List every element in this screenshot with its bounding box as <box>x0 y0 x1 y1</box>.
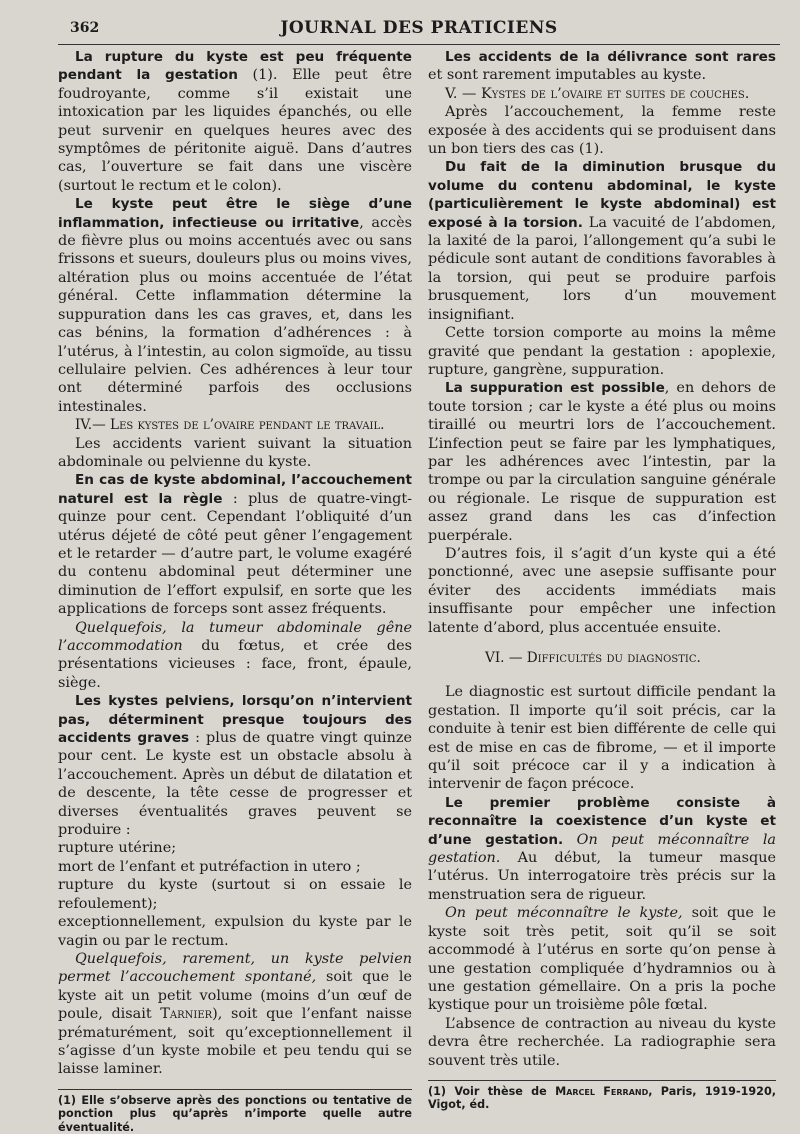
paragraph-text: soit que le kyste soit très petit, soit qu’il se soit accommodé à l’utérus en sorte qu’on pense à une gestation compliquée d’hydramnios ou à une gestation gémellaire. On a pris la poche kystique pour un troisième pôle fœtal. <box>428 905 776 1014</box>
page-header <box>58 14 780 44</box>
journal-title: JOURNAL DES PRATICIENS <box>280 18 558 38</box>
paragraph-text: La vacuité de l’abdomen, la laxité de la paroi, l’allongement qu’a subi le pédicule sont autant de conditions favorables à la torsion, qui peut se produire parfois brusquement, lors d’un mouvement insignifiant. <box>428 214 776 323</box>
paragraph <box>58 950 412 1079</box>
bold-lead: Le premier problème consiste à reconnaître la coexistence d’un kyste et d’une gestation. <box>428 794 776 848</box>
bold-lead: Du fait de la diminution brusque du volume du contenu abdominal, le kyste (particulièrement le kyste abdominal) est exposé à la torsion. <box>428 159 776 231</box>
italic-lead: Quelquefois, rarement, un kyste pelvien permet l’accouchement spontané, <box>58 950 412 986</box>
bold-lead: La suppuration est possible <box>445 380 665 397</box>
list-item: mort de l’enfant et putréfaction in utero ; <box>58 858 361 875</box>
paragraph: Les accidents varient suivant la situation abdominale ou pelvienne du kyste. <box>58 435 412 470</box>
paragraph-text: : plus de quatre-vingt-quinze pour cent. Cependant l’obliquité d’un utérus déjeté de côté peut gêner l’engagement et le retarder — d’autre part, le volume exagéré du contenu abdominal peut déterminer une diminution de l’effort expulsif, en sorte que les applications de forceps sont assez fréquents. <box>58 490 412 618</box>
italic-lead: On peut méconnaître la gestation. <box>428 831 776 867</box>
paragraph: D’autres fois, il s’agit d’un kyste qui a été ponctionné, avec une asepsie suffisante pour éviter des accidents immédiats mais insuffisante pour empêcher une infection latente d’abord, plus accentuée ensuite. <box>428 545 776 636</box>
paragraph-text: du fœtus, et crée des présentations vicieuses : face, front, épaule, siège. <box>58 638 412 691</box>
paragraph <box>58 471 412 618</box>
bold-lead: Les kystes pelviens, lorsqu’on n’intervient pas, déterminent presque toujours des accidents graves <box>58 693 412 747</box>
list-item: rupture du kyste (surtout si on essaie le refoulement); <box>58 877 412 912</box>
footnote-rule <box>428 1080 776 1081</box>
section-heading-iv <box>58 416 412 434</box>
paragraph-text: : plus de quatre vingt quinze pour cent. Le kyste est un obstacle absolu à l’accouchement. Après un début de dilatation et de descente, la tête cesse de progresser et diverses éventualités graves peuvent se produire : <box>58 730 412 839</box>
paragraph <box>58 195 412 416</box>
left-column <box>58 48 412 1134</box>
section-heading-v <box>428 85 776 103</box>
paragraph <box>58 48 412 195</box>
paragraph-text: Au début, la tumeur masque l’utérus. Un interrogatoire très précis sur la menstruation sera de rigueur. <box>428 850 776 903</box>
bold-lead: En cas de kyste abdominal, l’accouchement naturel est la règle <box>58 472 412 507</box>
section-heading-vi <box>468 649 776 667</box>
right-column <box>428 48 776 1112</box>
footnote-text: (1) Voir thèse de <box>428 1084 556 1098</box>
paragraph <box>58 619 412 693</box>
paragraph: Après l’accouchement, la femme reste exposée à des accidents qui se produisent dans un bon tiers des cas (1). <box>428 104 776 158</box>
italic-lead: On peut méconnaître le kyste, <box>445 905 683 922</box>
footnote: (1) Elle s’observe après des ponctions ou tentative de ponction plus qu’après n’importe quelle autre éventualité. <box>58 1093 412 1134</box>
paragraph-text: , en dehors de toute torsion ; car le kyste a été plus ou moins tiraillé ou meurtri lors de l’accouchement. L’infection peut se faire par les lymphatiques, par les adhérences avec l’intestin, par la trompe ou par la circulation sanguine générale ou régionale. Le risque de suppuration est assez grand dans les cas d’infection puerpérale. <box>428 380 776 544</box>
paragraph <box>58 692 412 839</box>
footnote-rule <box>58 1089 412 1090</box>
footnote-text: , Paris, 1919-1920, Vigot, éd. <box>428 1084 776 1112</box>
header-rule <box>58 44 780 45</box>
footnote <box>428 1085 776 1112</box>
paragraph-text: (1). Elle peut être foudroyante, comme s’il existait une intoxication par les liquides épanchés, ou elle peut survenir en quelques heures avec des symptômes de péritonite aiguë. Dans d’autres cas, l’ouverture se fait dans une viscère (surtout le rectum et le colon). <box>58 67 412 194</box>
paragraph <box>428 794 776 904</box>
paragraph <box>428 904 776 1014</box>
section-title: Kystes de l’ovaire et suites de couches. <box>481 85 750 102</box>
page-number: 362 <box>70 20 100 36</box>
list-item: rupture utérine; <box>58 840 177 857</box>
section-title: Les kystes de l’ovaire pendant le travail. <box>110 417 385 434</box>
list-item: exceptionnellement, expulsion du kyste par le vagin ou par le rectum. <box>58 914 412 949</box>
section-title: Difficultés du diagnostic. <box>526 650 701 666</box>
italic-lead: Quelquefois, la tumeur abdominale gêne l’accommodation <box>58 619 412 654</box>
paragraph: Le diagnostic est surtout difficile pendant la gestation. Il importe qu’il soit précis, car la conduite à tenir est bien différente de celle qui est de mise en cas de fibrome, — et il importe qu’il soit précoce car il y a indication à intervenir de façon précoce. <box>428 684 776 793</box>
author-name: Tarnier <box>160 1006 213 1023</box>
paragraph-text: et sont rarement imputables au kyste. <box>428 67 707 84</box>
bold-lead: La rupture du kyste est peu fréquente pendant la gestation <box>58 49 412 84</box>
paragraph: L’absence de contraction au niveau du kyste devra être recherchée. La radiographie sera souvent très utile. <box>428 1015 776 1069</box>
bold-lead: Les accidents de la délivrance sont rares <box>445 49 776 65</box>
paragraph <box>428 379 776 545</box>
section-number: VI. — <box>485 650 527 666</box>
section-number: IV.— <box>75 417 111 434</box>
paragraph-text: , accès de fièvre plus ou moins accentués avec ou sans frissons et sueurs, douleurs plus ou moins vives, altération plus ou moins accentuée de l’état général. Cette inflammation détermine la suppuration dans les cas graves, et, dans les cas bénins, la formation d’adhérences : à l’utérus, à l’intestin, au colon sigmoïde, au tissu cellulaire pelvien. Ces adhérences à leur tour ont déterminé parfois des occlusions intestinales. <box>58 214 412 415</box>
paragraph <box>428 158 776 324</box>
paragraph-text: soit que le kyste ait un petit volume (moins d’un œuf de poule, disait <box>58 969 412 1023</box>
author-name: Marcel Ferrand <box>555 1084 649 1098</box>
paragraph-text: ), soit que l’enfant naisse prématurément, soit qu’exceptionnellement il s’agisse d’un kyste mobile et peu tendu qui se laisse laminer. <box>58 1006 412 1078</box>
bold-lead: Le kyste peut être le siège d’une inflammation, infectieuse ou irritative <box>58 196 412 231</box>
section-number: V. — <box>445 85 481 102</box>
paragraph: Cette torsion comporte au moins la même gravité que pendant la gestation : apoplexie, rupture, gangrène, suppuration. <box>428 325 776 378</box>
paragraph <box>428 48 776 85</box>
